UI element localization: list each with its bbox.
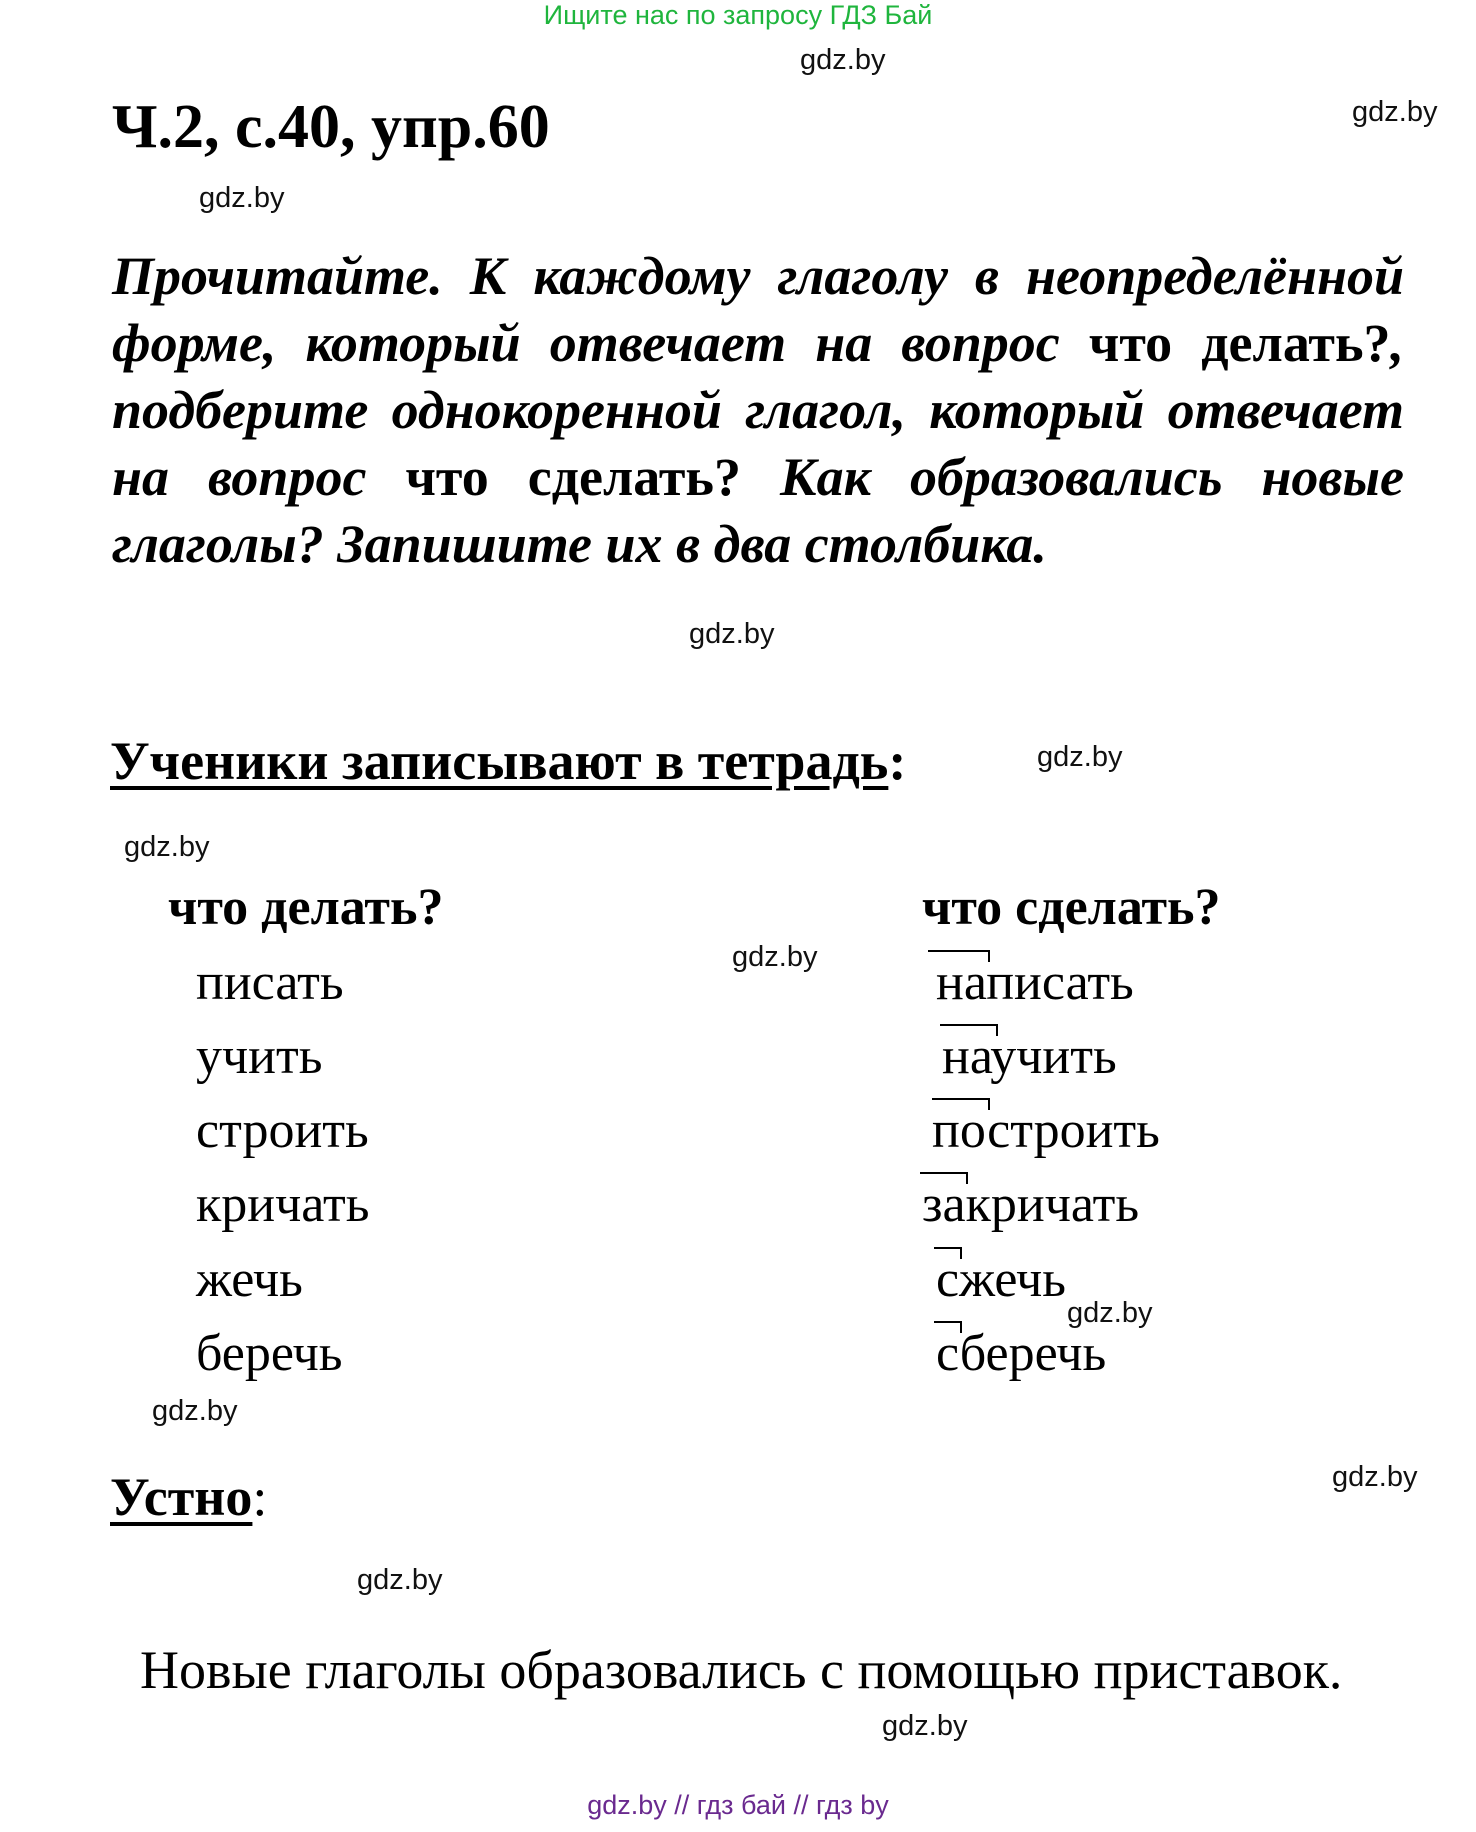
- right-word: закричать: [922, 1176, 1140, 1233]
- prefix-mark: [940, 1024, 998, 1036]
- watermark: gdz.by: [199, 182, 285, 214]
- answer-text: [112, 1636, 1404, 1704]
- left-word: писать: [196, 954, 344, 1011]
- task-question-1: что делать?: [1088, 313, 1391, 373]
- task-text-1: Прочитайте. К каждому глаголу в неопределённой форме, который отвечает на вопрос: [112, 246, 1404, 373]
- watermark: gdz.by: [882, 1710, 968, 1742]
- right-word: научить: [942, 1028, 1117, 1085]
- watermark: gdz.by: [689, 618, 775, 650]
- top-banner: Ищите нас по запросу ГДЗ Бай: [543, 0, 933, 30]
- watermark: gdz.by: [1332, 1461, 1418, 1493]
- task-question-2: что сделать?: [405, 447, 741, 507]
- left-word: жечь: [196, 1251, 303, 1308]
- oral-heading: [110, 1466, 267, 1528]
- task-text-3: Как образовались новые глаголы? Запишите их в два столбика.: [112, 447, 1404, 574]
- watermark: gdz.by: [152, 1395, 238, 1427]
- students-write-colon: :: [888, 731, 907, 791]
- prefix-mark: [920, 1172, 968, 1184]
- watermark: gdz.by: [1037, 741, 1123, 773]
- prefix-mark: [934, 1321, 962, 1333]
- oral-colon: :: [252, 1467, 268, 1527]
- watermark: gdz.by: [800, 44, 886, 76]
- prefix-mark: [934, 1247, 962, 1259]
- exercise-heading: Ч.2, с.40, упр.60: [112, 93, 550, 161]
- watermark: gdz.by: [1067, 1297, 1153, 1329]
- task-text-2: , подберите однокоренной глагол, который отвечает на вопрос: [112, 313, 1405, 507]
- right-word: сберечь: [936, 1325, 1107, 1382]
- left-word: строить: [196, 1102, 369, 1159]
- answer-sentence: Новые глаголы образовались с помощью приставок.: [140, 1640, 1343, 1700]
- watermark: gdz.by: [124, 831, 210, 863]
- watermark: gdz.by: [1352, 96, 1438, 128]
- task-text: [112, 243, 1404, 578]
- right-word: сжечь: [936, 1251, 1066, 1308]
- right-column-header: что сделать?: [922, 879, 1221, 936]
- right-word: построить: [932, 1102, 1160, 1159]
- prefix-mark: [928, 950, 990, 962]
- left-word: кричать: [196, 1176, 370, 1233]
- students-write-heading: [110, 730, 906, 792]
- watermark: gdz.by: [732, 941, 818, 973]
- left-column-header: что делать?: [168, 879, 444, 936]
- left-word: беречь: [196, 1325, 343, 1382]
- oral-label: Устно: [110, 1467, 253, 1527]
- students-write-label: Ученики записывают в тетрадь: [110, 731, 889, 791]
- left-word: учить: [196, 1028, 323, 1085]
- watermark: gdz.by: [357, 1564, 443, 1596]
- prefix-mark: [932, 1098, 990, 1110]
- footer-links: gdz.by // гдз бай // гдз by: [587, 1790, 889, 1820]
- right-word: написать: [936, 954, 1134, 1011]
